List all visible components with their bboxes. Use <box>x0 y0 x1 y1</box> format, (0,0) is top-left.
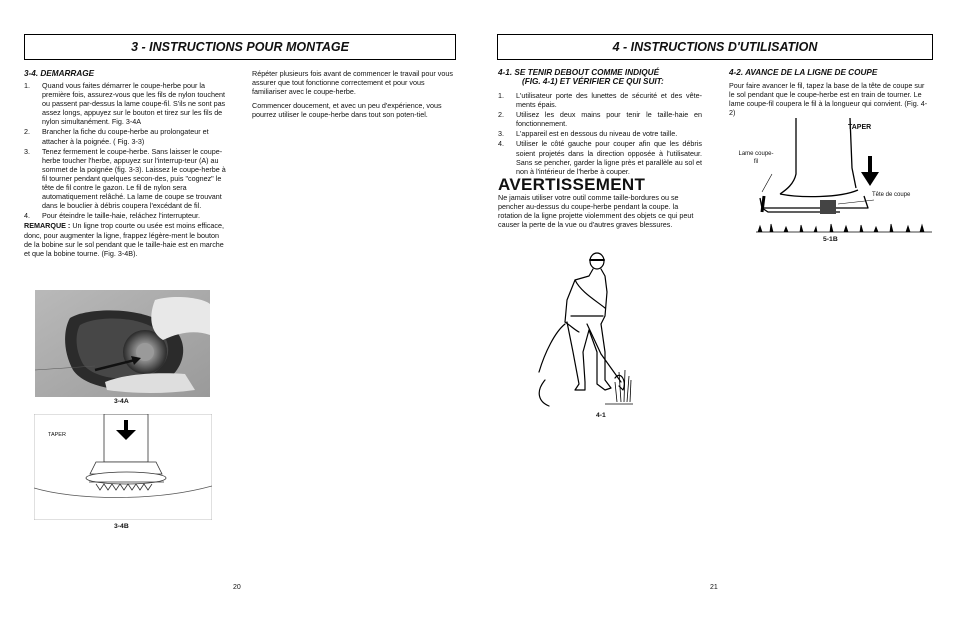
figure-5-1b-tete-label: Tête de coupe <box>872 192 911 198</box>
step-number: 1. <box>498 91 504 100</box>
list-item <box>498 110 702 128</box>
figure-5-1b-taper-label: TAPER <box>848 124 872 131</box>
figure-3-4a-photo <box>35 290 210 397</box>
figure-3-4b <box>34 414 212 520</box>
step-text: Tenez fermement le coupe-herbe. Sans laisser le coupe-herbe toucher l'herbe, appuyez sur l'interrup-teur (A) au sommet de la poignée (fig. 3-3). Laissez le coupe-herbe à fil tourner pendant quelques secon-des, puis "cognez" le tête de fil contre le gazon. Le fil de nylon sera automatiquement relâché. La lame de coupe se trouvant dans le bouclier à débris coupera l'excédant de fil. <box>42 146 226 211</box>
section-title-demarrage: 3-4. DEMARRAGE <box>24 69 95 78</box>
section-title-4-1-line1: 4-1. SE TENIR DEBOUT COMME INDIQUÉ <box>498 68 660 77</box>
step-text: L'utilisateur porte des lunettes de sécurité et des vête-ments épais. <box>516 91 702 110</box>
left-page-number: 20 <box>233 584 241 591</box>
remark-text: Un ligne trop courte ou usée est moins efficace, donc, pour augmenter la ligne, frappez légère-ment le bouton de la bobine sur le sol pendant que le taille-haie est en marche et que la bobine tourne. (Fig. 3-4B). <box>24 221 225 258</box>
step-number: 2. <box>24 127 30 137</box>
tap-illustration <box>34 414 212 520</box>
operator-illustration <box>535 252 633 410</box>
step-text: L'appareil est en dessous du niveau de votre taille. <box>516 129 678 139</box>
section-title-4-2: 4-2. AVANCE DE LA LIGNE DE COUPE <box>729 68 878 77</box>
step-number: 3. <box>24 146 30 156</box>
utilisation-steps <box>498 91 702 176</box>
step-number: 4. <box>24 211 30 221</box>
warning-text: Ne jamais utiliser votre outil comme taille-bordures ou se pencher au-dessus du coupe-herbe pendant la coupe. la rotation de la ligne projette violemment des objets ce qui peut causer la perte de la vue ou d'autres graves blessures. <box>498 193 694 230</box>
left-column-2 <box>252 69 454 119</box>
left-header: 3 - INSTRUCTIONS POUR MONTAGE <box>24 34 456 60</box>
list-item <box>498 91 702 109</box>
col2-paragraph-2: Commencer doucement, et avec un peu d'expérience, vous pourrez utiliser le coupe-herbe dans tout son poten-tiel. <box>252 101 442 120</box>
figure-3-4b-label: TAPER <box>48 432 66 438</box>
step-text: Utilisez les deux mains pour tenir le taille-haie en fonctionnement. <box>516 110 702 129</box>
remark-paragraph <box>24 221 226 257</box>
left-column-1 <box>24 81 226 258</box>
trimmer-head-photo <box>35 290 210 397</box>
figure-4-1 <box>535 252 633 410</box>
list-item <box>498 139 702 175</box>
cutting-head-illustration <box>740 118 932 236</box>
step-number: 4. <box>498 139 504 149</box>
figure-5-1b-caption: 5-1B <box>823 236 838 243</box>
list-item <box>24 211 226 220</box>
remark-label: REMARQUE : <box>24 221 71 231</box>
right-header: 4 - INSTRUCTIONS D'UTILISATION <box>497 34 933 60</box>
list-item <box>498 129 702 138</box>
step-text: Pour éteindre le taille-haie, reláchez l'interrupteur. <box>42 211 200 221</box>
step-number: 3. <box>498 129 504 139</box>
figure-4-1-caption: 4-1 <box>596 412 606 419</box>
demarrage-steps <box>24 81 226 220</box>
step-text: Brancher la fiche du coupe-herbe au prolongateur et attacher à la poignée. ( Fig. 3-3) <box>42 127 209 146</box>
warning-heading: AVERTISSEMENT <box>498 175 646 194</box>
figure-5-1b-lame-label: Lame coupe-fil <box>738 151 774 165</box>
step-number: 2. <box>498 110 504 120</box>
step-text: Quand vous faites démarrer le coupe-herbe pour la première fois, assurez-vous que les fils de nylon touchent ou passent par-dessus la lame coupe-fil. S'ils ne sont pas assez longs, appuyez sur le bouton et tirez sur les fils de nylon simultanément. Fig. 3-4A <box>42 81 226 127</box>
section-title-4-1-line2: (FIG. 4-1) ET VÉRIFIER CE QUI SUIT: <box>522 77 664 86</box>
list-item <box>24 147 226 211</box>
list-item <box>24 81 226 126</box>
figure-3-4b-caption: 3-4B <box>114 523 129 530</box>
list-item <box>24 127 226 145</box>
figure-5-1b <box>740 118 932 236</box>
col2-paragraph-1: Répéter plusieurs fois avant de commencer le travail pour vous assurer que tout fonctionne correctement et pour vous familiariser avec le coupe-herbe. <box>252 69 453 97</box>
step-text: Utiliser le côté gauche pour couper afin que les débris soient projetés dans la direction opposée à l'utilisateur. Sans se pencher, garder la ligne près et parallèle au sol et non à l'intérieur de l'herbe à couper. <box>516 139 702 176</box>
right-column-1 <box>498 91 702 177</box>
right-page-number: 21 <box>710 584 718 591</box>
section-4-2-text: Pour faire avancer le fil, tapez la base de la tête de coupe sur le sol pendant que le coupe-herbe est en train de tourner. Le lame coupe-fil coupera le fil à la longueur qui convient. (Fig. 4-2) <box>729 81 928 118</box>
step-number: 1. <box>24 81 30 90</box>
figure-3-4a-caption: 3-4A <box>114 398 129 405</box>
